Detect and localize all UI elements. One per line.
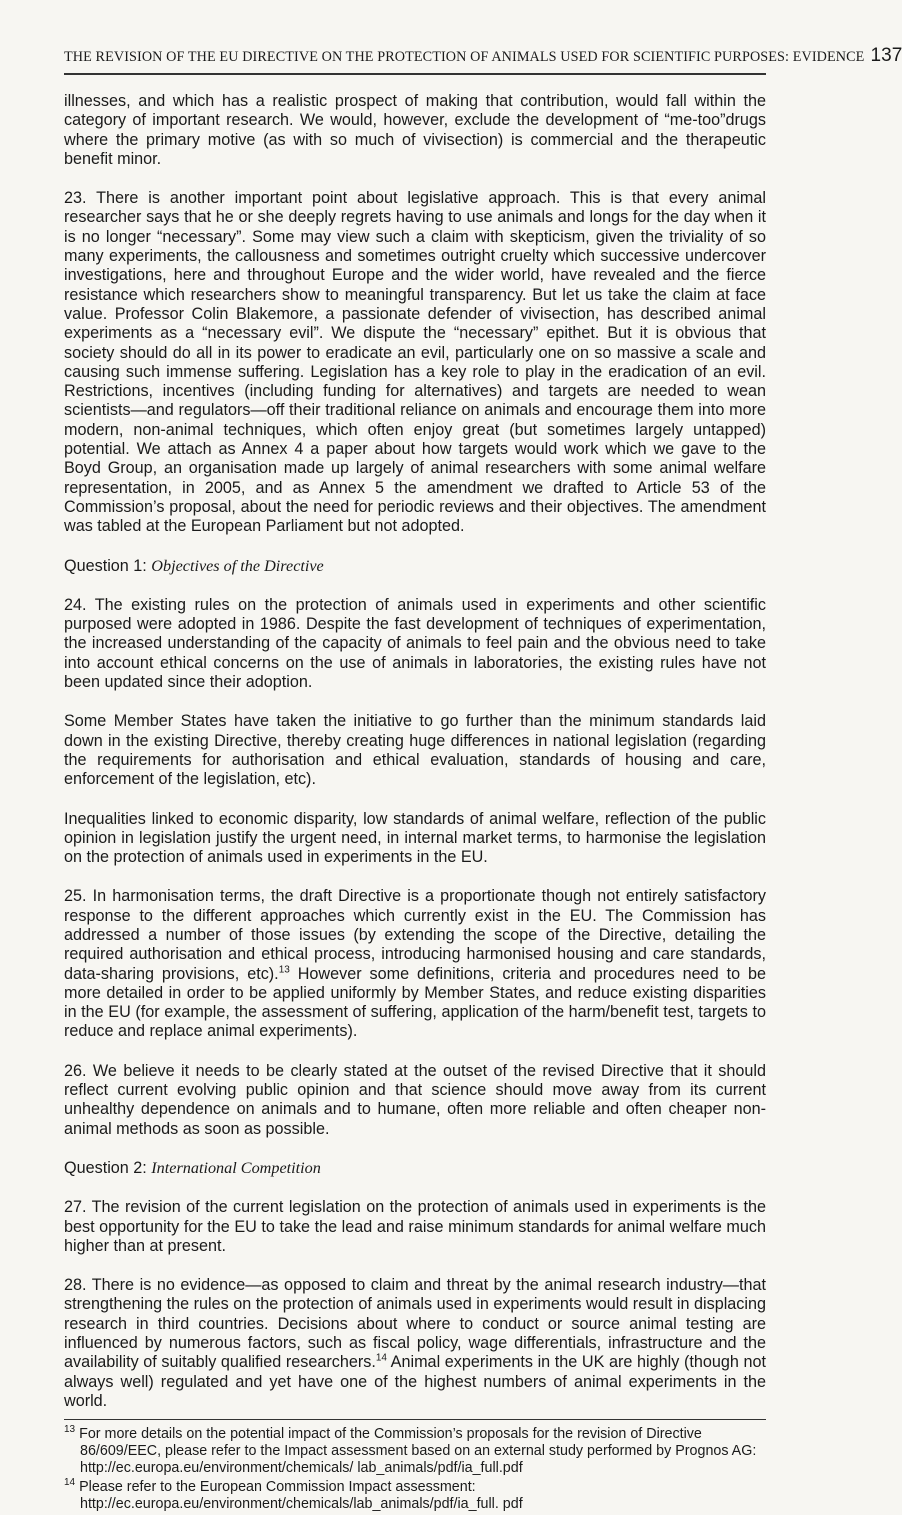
- question-1-heading: Question 1: Objectives of the Directive: [64, 556, 324, 575]
- footnote-rule: [64, 1419, 766, 1420]
- paragraph-28: 28. There is no evidence—as opposed to claim and threat by the animal research industry—that strengthening the rules on the protection of animals used in experiments would result in displacing research in third countries. Decisions about where to conduct or source animal testing are influenced by numerous factors, such as fiscal policy, wage differentials, infrastructure and the availability of suitably qualified researchers.$^{14}$ Animal experiments in the UK are highly (though not always well) regulated and yet have one of the highest numbers of animal experiments in the world.: [64, 1276, 766, 1410]
- footnote-ref-13[interactable]: 13: [278, 964, 290, 976]
- paragraph-27: 27. The revision of the current legislation on the protection of animals used in experiments is the best opportunity for the EU to take the lead and raise minimum standards for animal welfare much higher than at present.: [64, 1198, 766, 1255]
- footnote-14: $^{14}$ Please refer to the European Commission Impact assessment: http://ec.europa.eu/environment/chemicals/lab_animals/pdf/ia_full. pdf: [64, 1477, 523, 1513]
- footnote-13: $^{13}$ For more details on the potential impact of the Commission’s proposals for the revision of Directive 86/609/EEC, please refer to the Impact assessment based on an external study performed by Prognos AG: http://ec.europa.eu/environment/chemicals/ lab_animals/pdf/ia_full.pdf: [64, 1424, 757, 1477]
- paragraph-continuation: illnesses, and which has a realistic prospect of making that contribution, would fall within the category of important research. We would, however, exclude the development of “me-too”drugs where the primary motive (as with so much of vivisection) is commercial and the therapeutic benefit minor.: [64, 92, 766, 168]
- paragraph-25: 25. In harmonisation terms, the draft Directive is a proportionate though not entirely satisfactory response to the different approaches which currently exist in the EU. The Commission has addressed a number of those issues (by extending the scope of the Directive, detailing the required authorisation and ethical process, introducing harmonised housing and care standards, data-sharing provisions, etc).$^{13}$ However some definitions, criteria and procedures need to be more detailed in order to be applied uniformly by Member States, and reduce existing disparities in the EU (for example, the assessment of suffering, application of the harm/benefit test, targets to reduce and replace animal experiments).: [64, 887, 766, 1041]
- page-number: 137: [870, 45, 902, 66]
- paragraph-24: 24. The existing rules on the protection of animals used in experiments and other scientific purposed were adopted in 1986. Despite the fast development of techniques of experimentation, the increased understanding of the capacity of animals to feel pain and the obvious need to take into account ethical concerns on the use of animals in laboratories, the existing rules have not been updated since their adoption.: [64, 595, 766, 692]
- question-2-heading: Question 2: International Competition: [64, 1158, 321, 1177]
- document-body: [64, 92, 766, 1515]
- paragraph-24c: Inequalities linked to economic disparity, low standards of animal welfare, reflection of the public opinion in legislation justify the urgent need, in internal market terms, to harmonise the legislation on the protection of animals used in experiments in the EU.: [64, 809, 766, 867]
- paragraph-23: 23. There is another important point about legislative approach. This is that every animal researcher says that he or she deeply regrets having to use animals and longs for the day when it is no longer “necessary”. Some may view such a claim with skepticism, given the triviality of so many experiments, the callousness and sometimes outright cruelty which successive undercover investigations, here and throughout Europe and the wider world, have revealed and the fierce resistance which researchers show to meaningful transparency. But let us take the claim at face value. Professor Colin Blakemore, a passionate defender of vivisection, has described animal experiments as a “necessary evil”. We dispute the “necessary” epithet. But it is obvious that society should do all in its power to eradicate an evil, particularly one on so massive a scale and causing such immense suffering. Legislation has a key role to play in the eradication of an evil. Restrictions, incentives (including funding for alternatives) and targets are needed to wean scientists—and regulators—off their traditional reliance on animals and encourage them into more modern, non-animal techniques, which often enjoy great (but sometimes largely untapped) potential. We attach as Annex 4 a paper about how targets would work which we gave to the Boyd Group, an organisation made up largely of animal researchers with some animal welfare representation, in 2005, and as Annex 5 the amendment we drafted to Article 53 of the Commission’s proposal, about the need for periodic reviews and their objectives. The amendment was tabled at the European Parliament but not adopted.: [64, 189, 766, 536]
- paragraph-24b: Some Member States have taken the initiative to go further than the minimum standards laid down in the existing Directive, thereby creating huge differences in national legislation (regarding the requirements for authorisation and ethical evaluation, standards of housing and care, enforcement of the legislation, etc).: [64, 712, 766, 789]
- question-1-title: Objectives of the Directive: [151, 556, 324, 575]
- question-2-title: International Competition: [151, 1158, 321, 1177]
- footnote-ref-14[interactable]: 14: [375, 1352, 387, 1364]
- header-rule: [64, 73, 766, 75]
- header-title: THE REVISION OF THE EU DIRECTIVE ON THE PROTECTION OF ANIMALS USED FOR SCIENTIFIC PURPOSES: EVIDENCE: [64, 49, 865, 65]
- paragraph-26: 26. We believe it needs to be clearly stated at the outset of the revised Directive that it should reflect current evolving public opinion and that science should move away from its current unhealthy dependence on animals and to humane, often more reliable and often cheaper non-animal methods as soon as possible.: [64, 1061, 766, 1138]
- running-header: [64, 45, 902, 67]
